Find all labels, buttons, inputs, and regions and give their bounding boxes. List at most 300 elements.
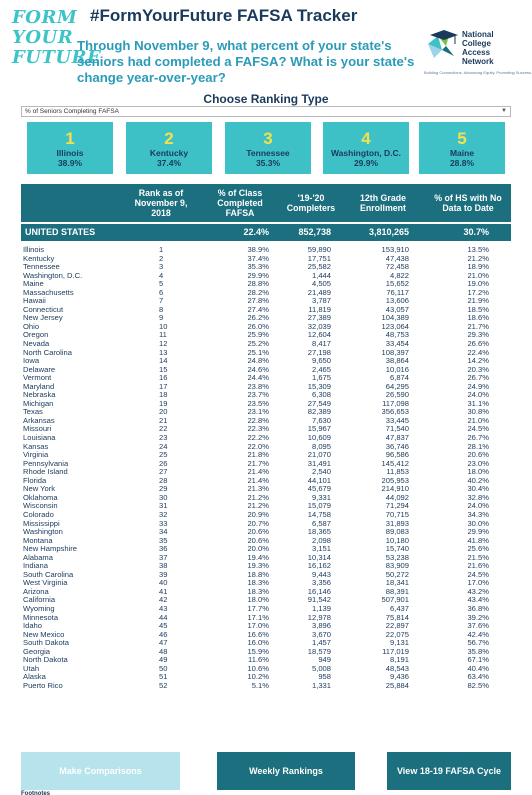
state-completers: 8,417 (311, 339, 331, 349)
state-completers: 15,967 (307, 424, 331, 434)
state-pct: 23.1% (247, 407, 269, 417)
top-card-rank: 5 (457, 129, 467, 148)
state-nodata: 18.9% (467, 262, 489, 272)
view-fafsa-cycle-button[interactable]: View 18-19 FAFSA Cycle (387, 752, 511, 790)
state-name: Massachusetts (23, 287, 74, 297)
state-completers: 3,151 (311, 544, 331, 554)
state-pct: 20.0% (247, 544, 269, 554)
ncan-line-1: National (462, 30, 494, 39)
state-enrollment: 96,586 (385, 450, 409, 460)
state-completers: 9,331 (311, 492, 331, 502)
state-name: Washington, D.C. (23, 270, 83, 280)
state-name: Arkansas (23, 415, 55, 425)
state-pct: 5.1% (251, 680, 269, 690)
weekly-rankings-button[interactable]: Weekly Rankings (217, 752, 355, 790)
state-name: Puerto Rico (23, 680, 63, 690)
state-name: Montana (23, 535, 53, 545)
state-nodata: 21.7% (467, 321, 489, 331)
top-card-3[interactable] (225, 122, 311, 174)
us-pct: 22.4% (243, 227, 269, 237)
state-completers: 958 (318, 672, 331, 682)
state-pct: 23.5% (247, 398, 269, 408)
state-enrollment: 11,853 (386, 467, 409, 477)
state-name: Vermont (23, 373, 52, 383)
state-rank: 26 (159, 458, 168, 468)
state-name: Indiana (23, 561, 48, 571)
state-enrollment: 8,191 (389, 655, 409, 665)
state-enrollment: 43,057 (385, 304, 409, 314)
state-enrollment: 117,019 (382, 646, 409, 656)
state-nodata: 14.2% (467, 356, 489, 366)
state-rank: 19 (159, 398, 168, 408)
top-card-rank: 2 (164, 129, 174, 148)
state-pct: 17.7% (247, 603, 269, 613)
state-enrollment: 64,295 (385, 381, 409, 391)
state-nodata: 31.1% (467, 398, 489, 408)
top-card-pct: 28.8% (449, 158, 475, 168)
state-pct: 21.4% (247, 467, 269, 477)
state-name: Michigan (23, 398, 54, 408)
state-enrollment: 83,909 (385, 561, 409, 571)
state-nodata: 28.1% (467, 441, 489, 451)
state-nodata: 18.6% (467, 313, 489, 323)
state-completers: 31,491 (307, 458, 331, 468)
state-table-body (21, 246, 511, 690)
state-rank: 22 (159, 424, 168, 434)
state-name: North Carolina (23, 347, 72, 357)
state-name: Alaska (23, 672, 46, 682)
ncan-logo (424, 26, 532, 76)
state-completers: 949 (318, 655, 331, 665)
state-rank: 15 (159, 364, 168, 374)
footnotes-label: Footnotes (21, 791, 50, 795)
state-rank: 28 (159, 475, 168, 485)
state-completers: 32,039 (307, 321, 331, 331)
state-name: Virginia (23, 450, 49, 460)
state-name: Georgia (23, 646, 51, 656)
state-rank: 24 (159, 441, 168, 451)
state-enrollment: 75,814 (385, 612, 409, 622)
state-rank: 6 (159, 287, 164, 297)
state-nodata: 67.1% (467, 655, 489, 665)
state-enrollment: 48,543 (385, 663, 409, 673)
state-enrollment: 104,389 (381, 313, 409, 323)
us-name: UNITED STATES (25, 227, 96, 237)
state-nodata: 37.6% (467, 621, 489, 631)
state-rank: 9 (159, 313, 164, 323)
state-pct: 21.3% (247, 484, 269, 494)
state-nodata: 43.4% (467, 595, 489, 605)
ncan-tagline: Building Connections. Advancing Equity. Promoting Success. (424, 70, 532, 75)
state-nodata: 21.0% (467, 270, 489, 280)
state-completers: 11,819 (308, 304, 331, 314)
table-header (21, 184, 511, 222)
state-completers: 3,896 (311, 621, 331, 631)
state-name: Kentucky (23, 253, 55, 263)
state-nodata: 21.9% (467, 296, 489, 306)
state-completers: 16,162 (307, 561, 331, 571)
state-pct: 20.6% (247, 527, 269, 537)
state-pct: 37.4% (247, 253, 269, 263)
state-nodata: 23.0% (467, 458, 489, 468)
state-nodata: 21.2% (467, 253, 489, 263)
state-nodata: 24.5% (467, 424, 489, 434)
state-completers: 8,095 (311, 441, 331, 451)
state-enrollment: 72,458 (385, 262, 409, 272)
state-rank: 30 (159, 492, 168, 502)
top-five-cards (27, 122, 507, 174)
column-header-rank[interactable]: Rank as of November 9, 2018 (134, 188, 188, 218)
state-pct: 17.1% (247, 612, 269, 622)
state-enrollment: 18,341 (385, 578, 409, 588)
state-name: Missouri (23, 424, 52, 434)
ncan-line-4: Network (462, 57, 494, 66)
state-rank: 52 (159, 680, 168, 690)
us-completers: 852,738 (298, 227, 331, 237)
state-pct: 23.7% (247, 390, 269, 400)
state-name: Florida (23, 475, 47, 485)
state-name: Wisconsin (23, 501, 58, 511)
state-rank: 8 (159, 304, 164, 314)
state-enrollment: 33,454 (385, 339, 409, 349)
state-pct: 20.7% (247, 518, 269, 528)
state-name: Mississippi (23, 518, 60, 528)
state-nodata: 30.0% (467, 518, 489, 528)
state-completers: 44,101 (307, 475, 331, 485)
state-pct: 27.4% (247, 304, 269, 314)
state-name: Maine (23, 279, 44, 289)
state-name: Arizona (23, 586, 49, 596)
state-pct: 35.3% (247, 262, 269, 272)
column-header-enrollment[interactable]: 12th Grade Enrollment (360, 193, 406, 213)
state-name: Wyoming (23, 603, 55, 613)
state-enrollment: 6,437 (389, 603, 409, 613)
state-enrollment: 36,746 (385, 441, 409, 451)
state-enrollment: 71,540 (385, 424, 409, 434)
state-pct: 22.8% (247, 415, 269, 425)
state-nodata: 30.8% (467, 407, 489, 417)
state-pct: 21.4% (247, 475, 269, 485)
top-card-4[interactable] (323, 122, 409, 174)
state-completers: 27,198 (307, 347, 331, 357)
state-completers: 1,139 (311, 603, 331, 613)
state-nodata: 29.9% (467, 527, 489, 537)
state-rank: 23 (159, 433, 168, 443)
state-name: Nevada (23, 339, 50, 349)
make-comparisons-button[interactable]: Make Comparisons (21, 752, 180, 790)
state-name: Iowa (23, 356, 40, 366)
state-rank: 43 (159, 603, 168, 613)
state-enrollment: 9,436 (389, 672, 409, 682)
state-nodata: 26.7% (467, 373, 489, 383)
state-rank: 3 (159, 262, 164, 272)
state-nodata: 17.0% (467, 578, 489, 588)
state-pct: 26.2% (247, 313, 269, 323)
state-completers: 10,314 (307, 552, 331, 562)
graduation-cap-icon (424, 26, 460, 66)
state-rank: 31 (159, 501, 168, 511)
state-name: New Jersey (23, 313, 63, 323)
page-subtitle: Through November 9, what percent of your state's seniors had completed a FAFSA? What is your state's change year-over-year? (77, 38, 415, 85)
column-header-completers[interactable]: '19-'20 Completers (286, 193, 336, 213)
state-rank: 48 (159, 646, 168, 656)
state-pct: 21.8% (247, 450, 269, 460)
state-nodata: 42.4% (467, 629, 489, 639)
state-enrollment: 76,117 (386, 287, 409, 297)
state-nodata: 32.8% (467, 492, 489, 502)
state-completers: 18,579 (307, 646, 331, 656)
state-pct: 18.3% (247, 578, 269, 588)
state-nodata: 41.8% (467, 535, 489, 545)
table-row[interactable] (21, 682, 511, 691)
state-name: Louisiana (23, 433, 56, 443)
state-enrollment: 50,272 (385, 569, 409, 579)
state-completers: 18,365 (307, 527, 331, 537)
state-pct: 10.2% (247, 672, 269, 682)
state-pct: 15.9% (247, 646, 269, 656)
state-rank: 18 (159, 390, 168, 400)
top-card-1[interactable] (27, 122, 113, 174)
state-rank: 4 (159, 270, 164, 280)
state-enrollment: 15,652 (385, 279, 409, 289)
state-pct: 24.8% (247, 356, 269, 366)
state-enrollment: 44,092 (385, 492, 409, 502)
state-pct: 21.2% (247, 492, 269, 502)
state-enrollment: 205,953 (381, 475, 409, 485)
state-rank: 32 (159, 509, 168, 519)
state-rank: 39 (159, 569, 168, 579)
state-pct: 20.6% (247, 535, 269, 545)
ncan-line-2: College (462, 39, 491, 48)
state-name: Tennessee (23, 262, 60, 272)
state-rank: 42 (159, 595, 168, 605)
state-rank: 34 (159, 527, 168, 537)
state-nodata: 20.6% (467, 450, 489, 460)
state-nodata: 24.9% (467, 381, 489, 391)
state-pct: 19.4% (247, 552, 269, 562)
state-enrollment: 9,131 (389, 638, 409, 648)
state-pct: 24.4% (247, 373, 269, 383)
state-name: Ohio (23, 321, 40, 331)
state-nodata: 25.6% (467, 544, 489, 554)
state-nodata: 17.2% (467, 287, 489, 297)
state-rank: 5 (159, 279, 164, 289)
logo-word-form: FORM (12, 7, 78, 28)
state-completers: 25,582 (307, 262, 331, 272)
state-completers: 6,587 (311, 518, 331, 528)
ranking-type-heading: Choose Ranking Type (203, 92, 329, 106)
state-completers: 45,679 (307, 484, 331, 494)
state-enrollment: 108,397 (381, 347, 409, 357)
state-name: North Dakota (23, 655, 68, 665)
state-enrollment: 31,893 (385, 518, 409, 528)
top-card-pct: 29.9% (353, 158, 379, 168)
state-completers: 82,389 (307, 407, 331, 417)
state-enrollment: 356,653 (381, 407, 409, 417)
state-completers: 4,505 (311, 279, 331, 289)
state-pct: 18.8% (247, 569, 269, 579)
top-card-5[interactable] (419, 122, 505, 174)
state-nodata: 40.2% (467, 475, 489, 485)
state-name: Idaho (23, 621, 43, 631)
state-nodata: 40.4% (467, 663, 489, 673)
state-enrollment: 47,438 (385, 253, 409, 263)
state-rank: 41 (159, 586, 168, 596)
logo-word-your: YOUR (12, 27, 74, 48)
state-name: Kansas (23, 441, 49, 451)
state-rank: 36 (159, 544, 168, 554)
state-rank: 1 (159, 245, 164, 254)
state-completers: 91,542 (307, 595, 331, 605)
state-completers: 10,609 (307, 433, 331, 443)
ranking-type-selected: % of Seniors Completing FAFSA (25, 108, 119, 115)
state-pct: 28.2% (247, 287, 269, 297)
state-nodata: 26.6% (467, 339, 489, 349)
state-completers: 5,008 (311, 663, 331, 673)
state-nodata: 39.2% (467, 612, 489, 622)
state-rank: 21 (159, 415, 168, 425)
state-enrollment: 38,864 (385, 356, 409, 366)
state-pct: 10.6% (247, 663, 269, 673)
state-completers: 12,978 (307, 612, 331, 622)
state-pct: 22.3% (247, 424, 269, 434)
state-completers: 16,146 (307, 586, 331, 596)
state-nodata: 24.5% (467, 569, 489, 579)
state-rank: 10 (159, 321, 168, 331)
state-rank: 40 (159, 578, 168, 588)
state-enrollment: 6,874 (389, 373, 409, 383)
state-completers: 1,331 (311, 680, 331, 690)
us-nodata: 30.7% (463, 227, 489, 237)
state-nodata: 36.8% (467, 603, 489, 613)
page-title: #FormYourFuture FAFSA Tracker (90, 6, 358, 25)
state-enrollment: 117,098 (382, 398, 409, 408)
logo-word-future: FUTURE (12, 47, 102, 68)
state-completers: 27,389 (307, 313, 331, 323)
top-card-rank: 1 (65, 129, 75, 148)
state-enrollment: 123,064 (381, 321, 409, 331)
state-name: West Virginia (23, 578, 68, 588)
state-name: Maryland (23, 381, 55, 391)
state-completers: 3,787 (311, 296, 331, 306)
state-pct: 21.2% (247, 501, 269, 511)
state-completers: 14,758 (307, 509, 331, 519)
state-pct: 25.9% (247, 330, 269, 340)
state-nodata: 21.0% (467, 415, 489, 425)
state-name: California (23, 595, 56, 605)
state-pct: 16.6% (247, 629, 269, 639)
state-name: Minnesota (23, 612, 59, 622)
state-pct: 26.0% (247, 321, 269, 331)
state-rank: 12 (159, 339, 168, 349)
state-enrollment: 88,391 (385, 586, 409, 596)
top-card-pct: 37.4% (156, 158, 182, 168)
state-name: Washington (23, 527, 63, 537)
state-rank: 37 (159, 552, 168, 562)
form-your-future-logo (12, 7, 102, 74)
state-nodata: 24.0% (467, 390, 489, 400)
state-completers: 59,890 (307, 245, 331, 254)
state-rank: 44 (159, 612, 168, 622)
state-enrollment: 33,445 (385, 415, 409, 425)
state-nodata: 82.5% (467, 680, 489, 690)
state-pct: 17.0% (247, 621, 269, 631)
state-completers: 27,549 (307, 398, 331, 408)
state-name: Delaware (23, 364, 56, 374)
column-header-pct[interactable]: % of Class Completed FAFSA (217, 188, 263, 218)
state-nodata: 20.3% (467, 364, 489, 374)
state-name: South Dakota (23, 638, 70, 648)
state-pct: 23.8% (247, 381, 269, 391)
column-header-nodata[interactable]: % of HS with No Data to Date (434, 193, 502, 213)
state-completers: 15,309 (307, 381, 331, 391)
state-rank: 2 (159, 253, 164, 263)
state-pct: 25.1% (247, 347, 269, 357)
top-card-2[interactable] (126, 122, 212, 174)
state-enrollment: 13,606 (385, 296, 409, 306)
state-completers: 7,630 (311, 415, 331, 425)
state-enrollment: 145,412 (381, 458, 409, 468)
state-nodata: 30.4% (467, 484, 489, 494)
state-rank: 45 (159, 621, 168, 631)
state-pct: 22.0% (247, 441, 269, 451)
state-pct: 28.8% (247, 279, 269, 289)
state-pct: 18.3% (247, 586, 269, 596)
state-name: Rhode Island (23, 467, 68, 477)
top-card-state: Tennessee (246, 148, 290, 158)
state-completers: 21,489 (307, 287, 331, 297)
state-completers: 2,465 (311, 364, 331, 374)
state-enrollment: 53,238 (385, 552, 409, 562)
state-nodata: 34.3% (467, 509, 489, 519)
state-pct: 11.6% (248, 655, 269, 665)
state-pct: 29.9% (247, 270, 269, 280)
state-name: New Hampshire (23, 544, 78, 554)
state-enrollment: 4,822 (389, 270, 409, 280)
state-nodata: 18.5% (467, 304, 489, 314)
state-nodata: 56.7% (467, 638, 489, 648)
state-nodata: 35.8% (467, 646, 489, 656)
state-name: Texas (23, 407, 43, 417)
state-rank: 29 (159, 484, 168, 494)
state-name: New Mexico (23, 629, 65, 639)
state-nodata: 29.3% (467, 330, 489, 340)
state-rank: 47 (159, 638, 168, 648)
state-nodata: 18.0% (467, 467, 489, 477)
state-rank: 20 (159, 407, 168, 417)
state-completers: 21,070 (307, 450, 331, 460)
state-completers: 9,443 (311, 569, 331, 579)
state-nodata: 19.0% (467, 279, 489, 289)
state-name: Illinois (23, 245, 45, 254)
top-card-state: Kentucky (149, 148, 189, 158)
state-nodata: 13.5% (467, 245, 489, 254)
top-card-state: Washington, D.C. (330, 148, 402, 158)
state-name: Hawaii (23, 296, 46, 306)
state-pct: 24.6% (247, 364, 269, 374)
state-enrollment: 214,910 (381, 484, 409, 494)
state-nodata: 43.2% (467, 586, 489, 596)
state-pct: 21.7% (247, 458, 269, 468)
state-rank: 7 (159, 296, 164, 306)
state-rank: 35 (159, 535, 168, 545)
state-name: Connecticut (23, 304, 64, 314)
ranking-type-dropdown[interactable] (21, 106, 511, 117)
top-card-state: Illinois (56, 148, 84, 158)
state-nodata: 22.4% (467, 347, 489, 357)
state-completers: 17,751 (307, 253, 331, 263)
chevron-down-icon: ▼ (501, 108, 507, 114)
